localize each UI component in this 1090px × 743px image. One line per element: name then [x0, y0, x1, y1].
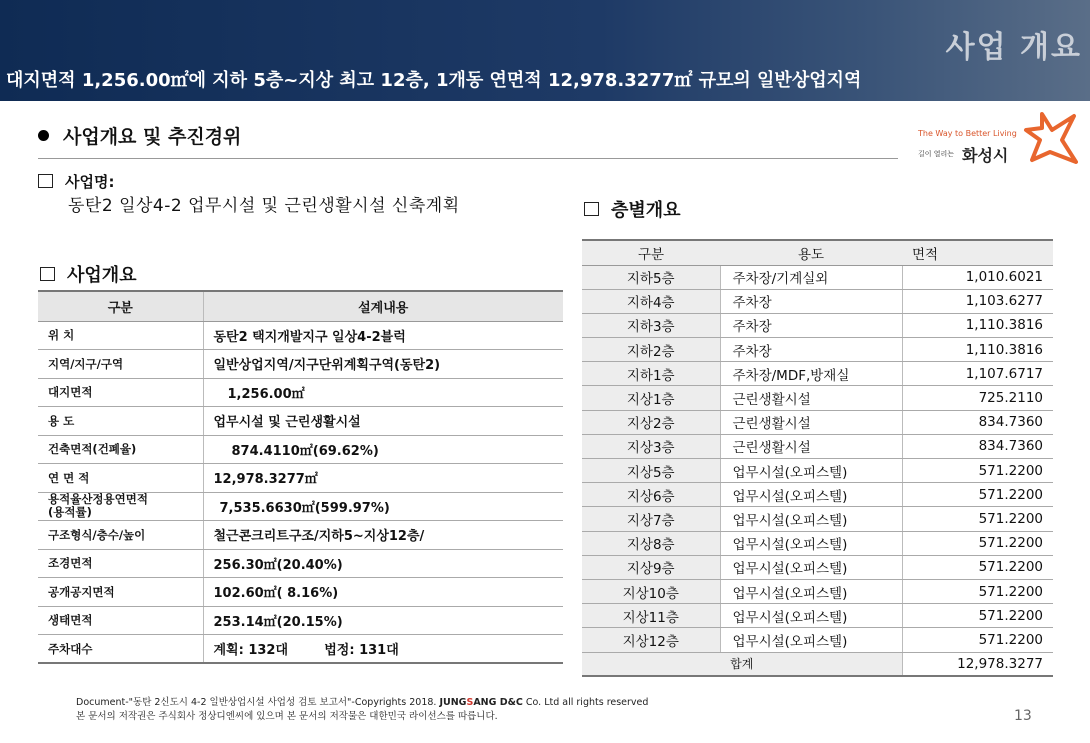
- table-row: [582, 410, 1053, 434]
- area-cell: 571.2200: [902, 555, 1053, 579]
- row-key: 위 치: [38, 321, 203, 350]
- table-row: [582, 628, 1053, 652]
- floor-cell: 지하5층: [582, 265, 720, 289]
- area-cell: 571.2200: [902, 604, 1053, 628]
- row-value: 계획: 132대 법정: 131대: [203, 635, 563, 664]
- row-value: 1,256.00㎡: [203, 378, 563, 407]
- row-key: 연 면 적: [38, 464, 203, 493]
- row-key: 생태면적: [38, 606, 203, 635]
- table-row: [38, 378, 563, 407]
- bullet-icon: [38, 130, 49, 141]
- area-cell: 834.7360: [902, 410, 1053, 434]
- use-cell: 근린생활시설: [720, 386, 902, 410]
- company-brand: JUNGSANG D&C: [439, 697, 523, 708]
- table-row: [38, 549, 563, 578]
- floor-cell: 지상11층: [582, 604, 720, 628]
- column-header: 용도: [720, 240, 902, 265]
- table-row: [38, 350, 563, 379]
- business-name-label: 사업명:: [38, 171, 114, 192]
- floor-cell: 지상2층: [582, 410, 720, 434]
- table-row: [38, 435, 563, 464]
- table-header-row: [582, 240, 1053, 265]
- use-cell: 주차장: [720, 313, 902, 337]
- floor-cell: 지상10층: [582, 579, 720, 603]
- use-cell: 주차장/MDF,방재실: [720, 362, 902, 386]
- use-cell: 업무시설(오피스텔): [720, 579, 902, 603]
- table-row: [38, 521, 563, 550]
- page-title: 사업 개요: [945, 30, 1082, 65]
- footer-line-2: 본 문서의 저작권은 주식회사 정상디엔씨에 있으며 본 문서의 저작물은 대한민국 라이선스를 따릅니다.: [76, 711, 498, 722]
- floor-cell: 지상1층: [582, 386, 720, 410]
- checkbox-icon: [584, 202, 599, 216]
- table-row: [38, 578, 563, 607]
- floor-cell: 지상3층: [582, 434, 720, 458]
- row-value: 업무시설 및 근린생활시설: [203, 407, 563, 436]
- area-cell: 725.2110: [902, 386, 1053, 410]
- checkbox-icon: [40, 267, 55, 281]
- use-cell: 업무시설(오피스텔): [720, 483, 902, 507]
- floor-cell: 지상6층: [582, 483, 720, 507]
- row-key: 용 도: [38, 407, 203, 436]
- row-key: 건축면적(건폐율): [38, 435, 203, 464]
- column-header: 구분: [38, 291, 203, 321]
- floor-overview-title: 층별개요: [584, 196, 681, 222]
- row-value: 철근콘크리트구조/지하5~지상12층/: [203, 521, 563, 550]
- area-cell: 1,110.3816: [902, 313, 1053, 337]
- area-cell: 1,103.6277: [902, 289, 1053, 313]
- overview-title: 사업개요: [40, 261, 137, 287]
- table-row: [582, 507, 1053, 531]
- floor-cell: 지하3층: [582, 313, 720, 337]
- table-row: [582, 313, 1053, 337]
- use-cell: 업무시설(오피스텔): [720, 531, 902, 555]
- table-row: [38, 635, 563, 664]
- header-banner: [0, 0, 1090, 101]
- overview-table: [38, 290, 563, 664]
- area-cell: 1,107.6717: [902, 362, 1053, 386]
- area-cell: 571.2200: [902, 507, 1053, 531]
- row-key: 주차대수: [38, 635, 203, 664]
- floor-cell: 지상7층: [582, 507, 720, 531]
- table-row: [582, 579, 1053, 603]
- total-row: [582, 652, 1053, 676]
- row-value: 일반상업지역/지구단위계획구역(동탄2): [203, 350, 563, 379]
- floor-cell: 지상8층: [582, 531, 720, 555]
- section-title: [38, 122, 241, 149]
- column-header: 면적: [902, 240, 1053, 265]
- row-key: 조경면적: [38, 549, 203, 578]
- floor-cell: 지하2층: [582, 338, 720, 362]
- use-cell: 업무시설(오피스텔): [720, 507, 902, 531]
- floor-table: [582, 239, 1053, 677]
- use-cell: 근린생활시설: [720, 410, 902, 434]
- row-key: 대지면적: [38, 378, 203, 407]
- row-value: 7,535.6630㎡(599.97%): [203, 492, 563, 521]
- table-row: [38, 492, 563, 521]
- area-cell: 1,110.3816: [902, 338, 1053, 362]
- row-key: 용적율산정용연면적 (용적률): [38, 492, 203, 521]
- star-logo-icon: [1022, 110, 1078, 166]
- row-value: 12,978.3277㎡: [203, 464, 563, 493]
- floor-table-body: [582, 265, 1053, 676]
- use-cell: 주차장: [720, 289, 902, 313]
- total-label: 합계: [582, 652, 902, 676]
- area-cell: 571.2200: [902, 579, 1053, 603]
- use-cell: 업무시설(오피스텔): [720, 555, 902, 579]
- total-area: 12,978.3277: [902, 652, 1053, 676]
- use-cell: 업무시설(오피스텔): [720, 604, 902, 628]
- section-title-text: 사업개요 및 추진경위: [63, 126, 242, 148]
- title-divider: [38, 158, 898, 159]
- row-value: 253.14㎡(20.15%): [203, 606, 563, 635]
- hwaseong-logo: [918, 110, 1078, 168]
- use-cell: 주차장: [720, 338, 902, 362]
- table-row: [582, 362, 1053, 386]
- table-row: [582, 434, 1053, 458]
- header-subtitle: 대지면적 1,256.00㎡에 지하 5층~지상 최고 12층, 1개동 연면적 12,978.3277㎡ 규모의 일반상업지역: [6, 70, 862, 91]
- floor-cell: 지하1층: [582, 362, 720, 386]
- logo-city: 화성시: [962, 146, 1009, 165]
- table-row: [582, 289, 1053, 313]
- floor-cell: 지하4층: [582, 289, 720, 313]
- row-value: 102.60㎡( 8.16%): [203, 578, 563, 607]
- logo-sub: 길이 열리는: [918, 150, 955, 158]
- logo-slogan: The Way to Better Living: [918, 129, 1017, 138]
- table-row: [582, 555, 1053, 579]
- area-cell: 834.7360: [902, 434, 1053, 458]
- use-cell: 근린생활시설: [720, 434, 902, 458]
- table-row: [38, 606, 563, 635]
- row-value: 256.30㎡(20.40%): [203, 549, 563, 578]
- page-number: 13: [1014, 708, 1032, 724]
- row-key: 지역/지구/구역: [38, 350, 203, 379]
- use-cell: 업무시설(오피스텔): [720, 459, 902, 483]
- table-row: [38, 407, 563, 436]
- area-cell: 1,010.6021: [902, 265, 1053, 289]
- floor-cell: 지상9층: [582, 555, 720, 579]
- table-header-row: [38, 291, 563, 321]
- use-cell: 업무시설(오피스텔): [720, 628, 902, 652]
- use-cell: 주차장/기계실외: [720, 265, 902, 289]
- row-value: 874.4110㎡(69.62%): [203, 435, 563, 464]
- area-cell: 571.2200: [902, 628, 1053, 652]
- table-row: [38, 464, 563, 493]
- floor-cell: 지상12층: [582, 628, 720, 652]
- business-name-value: 동탄2 일상4-2 업무시설 및 근린생활시설 신축계획: [68, 196, 460, 216]
- table-row: [582, 265, 1053, 289]
- area-cell: 571.2200: [902, 483, 1053, 507]
- row-key: 구조형식/층수/높이: [38, 521, 203, 550]
- table-row: [582, 604, 1053, 628]
- area-cell: 571.2200: [902, 459, 1053, 483]
- table-row: [38, 321, 563, 350]
- area-cell: 571.2200: [902, 531, 1053, 555]
- column-header: 구분: [582, 240, 720, 265]
- table-row: [582, 386, 1053, 410]
- row-value: 동탄2 택지개발지구 일상4-2블럭: [203, 321, 563, 350]
- checkbox-icon: [38, 174, 53, 188]
- column-header: 설계내용: [203, 291, 563, 321]
- table-row: [582, 483, 1053, 507]
- floor-cell: 지상5층: [582, 459, 720, 483]
- table-row: [582, 338, 1053, 362]
- table-row: [582, 531, 1053, 555]
- footer-line-1: Document-"동탄 2신도시 4-2 일반상업시설 사업성 검토 보고서"-Copyrights 2018. JUNGSANG D&C Co. Ltd all rights reserved: [76, 697, 649, 708]
- footer: [76, 696, 648, 724]
- row-key: 공개공지면적: [38, 578, 203, 607]
- table-row: [582, 459, 1053, 483]
